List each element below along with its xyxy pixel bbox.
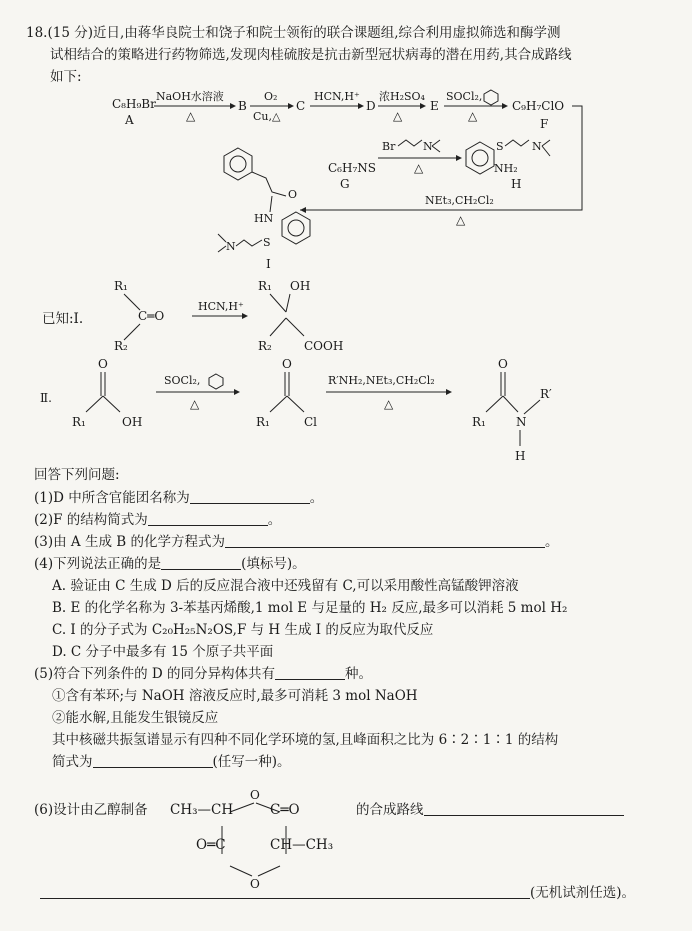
arrowhead <box>300 207 306 213</box>
step5-heat: △ <box>468 109 478 123</box>
benzene-icon <box>484 90 498 105</box>
target-ch3-ch: CH₃—CH <box>170 802 234 818</box>
q6-line <box>356 801 624 819</box>
known1-r2: R₂ <box>114 339 128 353</box>
h-nitrogen: N <box>532 140 542 153</box>
q5-nmr-line-1: 其中核磁共振氢谱显示有四种不同化学环境的氢,且峰面积之比为 6∶2∶1∶1 的结构 <box>52 732 559 748</box>
arrowhead <box>242 313 248 319</box>
known2-cl: Cl <box>304 415 318 429</box>
compound-i-label: I <box>266 257 271 271</box>
bond <box>286 294 290 312</box>
h-sulfur: S <box>496 140 504 153</box>
bond <box>230 866 252 876</box>
known1-oh: OH <box>290 279 311 293</box>
question-header-line-3: 如下: <box>50 69 82 85</box>
bond <box>258 866 280 876</box>
arrowhead <box>234 389 240 395</box>
q2-answer-blank[interactable] <box>148 511 268 526</box>
target-co-right: C═O <box>270 802 300 818</box>
known2-o: O <box>98 357 108 371</box>
known2-label: Ⅱ. <box>40 391 52 405</box>
compound-g-label: G <box>340 177 350 191</box>
known2-acyl-r1: R₁ <box>256 415 270 429</box>
h-amine: NH₂ <box>494 162 518 175</box>
known2-amide-r1: R₁ <box>472 415 486 429</box>
methyl-bond <box>432 140 440 146</box>
known2-amide-h: H <box>515 449 526 463</box>
arrowhead <box>456 155 462 161</box>
q5-nmr-line-2 <box>52 753 291 771</box>
q6-final-tail: (无机试剂任选)。 <box>530 885 636 901</box>
target-oc-left: O═C <box>196 837 226 853</box>
bond <box>86 396 103 412</box>
known2-reagent3: R′NH₂,NEt₃,CH₂Cl₂ <box>328 374 435 387</box>
compound-f-label: F <box>540 117 549 131</box>
target-top-o: O <box>250 788 260 802</box>
target-ch-ch3: CH—CH₃ <box>270 837 334 853</box>
step2-reagent-top: O₂ <box>264 90 278 103</box>
compound-g-formula: C₆H₇NS <box>328 161 376 175</box>
amide-bond <box>270 196 272 212</box>
arrowhead <box>446 389 452 395</box>
arrowhead <box>288 103 294 109</box>
bond <box>103 396 120 412</box>
q4-answer-blank[interactable] <box>161 555 241 570</box>
arrowhead <box>420 103 426 109</box>
q4-option-a: A. 验证由 C 生成 D 后的反应混合液中还残留有 C,可以采用酸性高锰酸钾溶液 <box>52 578 519 594</box>
methyl-bond <box>218 246 226 252</box>
answers-intro: 回答下列问题: <box>34 467 120 483</box>
i-sulfur: S <box>263 236 271 249</box>
q5-structure-blank[interactable] <box>93 753 213 768</box>
final-step-heat: △ <box>456 213 466 227</box>
final-step-reagent: NEt₃,CH₂Cl₂ <box>425 194 494 207</box>
q3-text: (3)由 A 生成 B 的化学方程式为 <box>34 534 225 550</box>
step1-heat: △ <box>186 109 196 123</box>
q6-final-line <box>40 884 635 902</box>
known1-reagent: HCN,H⁺ <box>198 300 244 313</box>
methyl-bond <box>542 140 550 146</box>
q5-nmr-text: 简式为 <box>52 754 93 770</box>
bond <box>287 396 304 412</box>
bond <box>270 396 287 412</box>
known1-r1: R₁ <box>114 279 128 293</box>
compound-d: D <box>366 99 376 113</box>
known2-heat: △ <box>190 397 200 411</box>
known1-carbonyl: C═O <box>138 309 165 323</box>
q4-option-d: D. C 分子中最多有 15 个原子共平面 <box>52 644 274 660</box>
benzene-icon <box>209 374 223 389</box>
q2-line: (2)F 的结构简式为 。 <box>34 512 282 528</box>
benzene-ring-h <box>466 142 494 174</box>
bond <box>230 803 254 812</box>
g-step-heat: △ <box>414 161 424 175</box>
g-reagent-n: N <box>423 140 433 153</box>
arrowhead <box>230 103 236 109</box>
known2-r1: R₁ <box>72 415 86 429</box>
benzene-ring-i-bottom <box>282 212 310 244</box>
bond <box>524 400 540 414</box>
compound-e: E <box>430 99 439 113</box>
i-nitrogen: N <box>226 240 236 253</box>
arrowhead <box>502 103 508 109</box>
step4-reagent: 浓H₂SO₄ <box>379 90 425 103</box>
aromatic-circle <box>288 220 304 236</box>
compound-c: C <box>296 99 306 113</box>
q1-answer-blank[interactable] <box>190 489 310 504</box>
q4-option-c: C. I 的分子式为 C₂₀H₂₅N₂OS,F 与 H 生成 I 的反应为取代反应 <box>52 622 434 638</box>
q5-answer-blank[interactable] <box>275 665 345 680</box>
aromatic-circle <box>472 150 488 166</box>
known-title: 已知:Ⅰ. <box>42 311 84 327</box>
q6-tail: 的合成路线 <box>356 802 424 818</box>
compound-a-label: A <box>125 113 134 127</box>
methyl-bond <box>218 234 226 242</box>
target-bottom-o: O <box>250 877 260 891</box>
q5-line <box>34 665 372 683</box>
bond <box>124 294 140 310</box>
benzene-ring-i-top <box>224 148 252 180</box>
q1-text: (1)D 中所含官能团名称为 <box>34 490 190 506</box>
known2-o2: O <box>282 357 292 371</box>
q1-line: (1)D 中所含官能团名称为 。 <box>34 490 324 506</box>
q3-answer-blank[interactable] <box>225 533 545 548</box>
step5-reagent: SOCl₂, <box>446 90 483 103</box>
bond <box>270 294 286 312</box>
h-chain <box>505 140 529 146</box>
bond <box>270 318 286 336</box>
q4-text: (4)下列说法正确的是 <box>34 556 162 572</box>
methyl-bond <box>432 146 440 152</box>
bond <box>286 318 304 336</box>
known1-cooh: COOH <box>304 339 344 353</box>
i-carbonyl-o: O <box>288 188 298 201</box>
q4-tail: (填标号)。 <box>241 556 306 572</box>
methyl-bond <box>542 146 550 156</box>
aromatic-circle <box>230 156 246 172</box>
question-header-line-1: 18.(15 分)近日,由蒋华良院士和饶子和院士领衔的联合课题组,综合利用虚拟筛选和酶学测 <box>26 25 561 41</box>
compound-h-label: H <box>511 177 522 191</box>
g-reagent-br: Br <box>382 140 396 153</box>
known2-amide-n: N <box>516 415 527 429</box>
step4-heat: △ <box>393 109 403 123</box>
known1-product-r2: R₂ <box>258 339 272 353</box>
bond <box>503 396 518 412</box>
q5-nmr-tail: (任写一种)。 <box>212 754 291 770</box>
q6-text: (6)设计由乙醇制备 <box>34 802 148 818</box>
q6-answer-blank-1[interactable] <box>424 801 624 816</box>
q4-option-b: B. E 的化学名称为 3-苯基丙烯酸,1 mol E 与足量的 H₂ 反应,最多可以消耗 5 mol H₂ <box>52 600 568 616</box>
cinnamoyl-chain <box>252 172 286 196</box>
known1-product-r1: R₁ <box>258 279 272 293</box>
known2-rprime: R′ <box>540 387 552 401</box>
compound-f-formula: C₉H₇ClO <box>512 99 565 113</box>
compound-a-formula: C₈H₉Br <box>112 97 156 111</box>
q5-condition-2: ②能水解,且能发生银镜反应 <box>52 710 219 726</box>
step1-reagent: NaOH水溶液 <box>156 90 224 103</box>
known2-amide-o: O <box>498 357 508 371</box>
step3-reagent: HCN,H⁺ <box>314 90 360 103</box>
q5-condition-1: ①含有苯环;与 NaOH 溶液反应时,最多可消耗 3 mol NaOH <box>52 688 418 704</box>
q5-tail: 种。 <box>345 666 373 682</box>
q4-line <box>34 555 306 573</box>
q5-text: (5)符合下列条件的 D 的同分异构体共有 <box>34 666 276 682</box>
i-amide-nh: HN <box>254 212 274 225</box>
q2-text: (2)F 的结构简式为 <box>34 512 148 528</box>
question-header-line-2: 试相结合的策略进行药物筛选,发现肉桂硫胺是抗击新型冠状病毒的潜在用药,其合成路线 <box>50 47 572 63</box>
known2-oh: OH <box>122 415 143 429</box>
g-reagent-chain <box>398 140 422 146</box>
bond <box>124 324 140 340</box>
compound-b: B <box>238 99 247 113</box>
known2-heat2: △ <box>384 397 394 411</box>
i-chain <box>236 240 262 246</box>
arrowhead <box>358 103 364 109</box>
bond <box>486 396 503 412</box>
known2-reagent: SOCl₂, <box>164 374 201 387</box>
step2-reagent-bottom: Cu,△ <box>253 110 281 123</box>
q6-answer-blank-2[interactable] <box>40 884 530 899</box>
q3-line: (3)由 A 生成 B 的化学方程式为 。 <box>34 534 559 550</box>
